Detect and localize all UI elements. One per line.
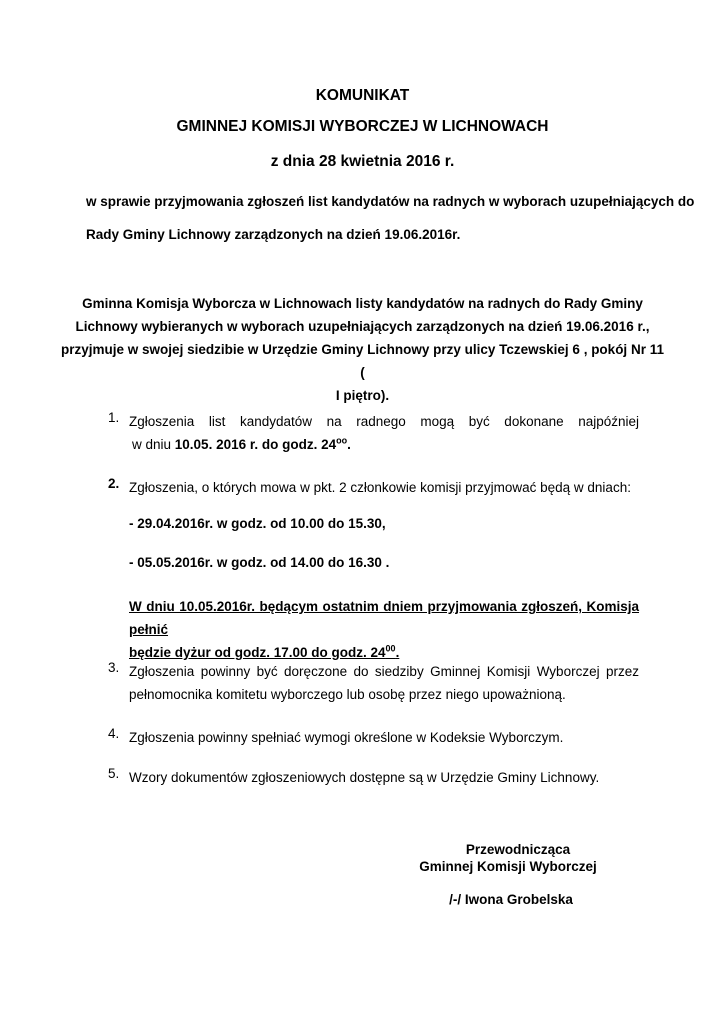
item-2-date-1: - 29.04.2016r. w godz. od 10.00 do 15.30, [129, 516, 386, 531]
item-5-number: 5. [108, 766, 120, 781]
document-date: z dnia 28 kwietnia 2016 r. [270, 153, 455, 170]
item-2-note-minutes: 00 [385, 643, 396, 654]
intro-line-1: Gminna Komisja Wyborcza w Lichnowach listy kandydatów na radnych do Rady Gminy [82, 296, 643, 311]
signature-role-2: Gminnej Komisji Wyborczej [419, 859, 597, 874]
item-3 [129, 660, 639, 706]
item-2-note-line-1: W dniu 10.05.2016r. będącym ostatnim dniem przyjmowania zgłoszeń, Komisja pełnić [129, 599, 639, 637]
item-1-deadline-minutes: oo [336, 435, 348, 446]
item-2-date-2: - 05.05.2016r. w godz. od 14.00 do 16.30 . [129, 555, 390, 570]
intro-line-2: Lichnowy wybieranych w wyborach uzupełniających zarządzonych na dzień 19.06.2016 r., [75, 319, 650, 334]
item-3-line-1: Zgłoszenia powinny być doręczone do siedziby Gminnej Komisji Wyborczej przez [129, 664, 639, 679]
item-1-line-1: Zgłoszenia list kandydatów na radnego mogą być dokonane najpóźniej [129, 414, 639, 429]
item-2-note [129, 595, 639, 664]
item-3-number: 3. [108, 660, 120, 675]
item-4-number: 4. [108, 726, 120, 741]
item-1-deadline: 10.05. 2016 r. do godz. 24 [174, 437, 337, 452]
item-2-number: 2. [108, 476, 120, 491]
item-2-text: Zgłoszenia, o których mowa w pkt. 2 członkowie komisji przyjmować będą w dniach: [129, 480, 631, 495]
item-3-line-2: pełnomocnika komitetu wyborczego lub osobę przez niego upoważnioną. [129, 687, 566, 702]
intro-paragraph [60, 292, 665, 407]
subject-line-2: Rady Gminy Lichnowy zarządzonych na dzień 19.06.2016r. [86, 227, 461, 242]
item-5-text: Wzory dokumentów zgłoszeniowych dostępne są w Urzędzie Gminy Lichnowy. [129, 770, 600, 785]
intro-line-4: I piętro). [335, 388, 390, 403]
item-1-suffix: . [347, 437, 351, 452]
commission-name: GMINNEJ KOMISJI WYBORCZEJ W LICHNOWACH [176, 118, 549, 135]
item-1-prefix: w dniu [132, 437, 175, 452]
item-4-text: Zgłoszenia powinny spełniać wymogi określone w Kodeksie Wyborczym. [129, 730, 564, 745]
item-1 [129, 410, 639, 456]
item-2-note-suffix: . [395, 645, 400, 660]
intro-line-3: przyjmuje w swojej siedzibie w Urzędzie Gminy Lichnowy przy ulicy Tczewskiej 6 , pokój Nr 11 ( [61, 342, 664, 380]
signature-name: /-/ Iwona Grobelska [449, 892, 573, 907]
item-1-number: 1. [108, 410, 120, 425]
signature-role-1: Przewodnicząca [465, 842, 571, 857]
item-1-line-2 [129, 433, 639, 456]
subject-line-1: w sprawie przyjmowania zgłoszeń list kandydatów na radnych w wyborach uzupełniających do [86, 194, 695, 209]
document-title: KOMUNIKAT [315, 87, 410, 104]
item-2-note-text: będzie dyżur od godz. 17.00 do godz. 24 [129, 645, 386, 660]
